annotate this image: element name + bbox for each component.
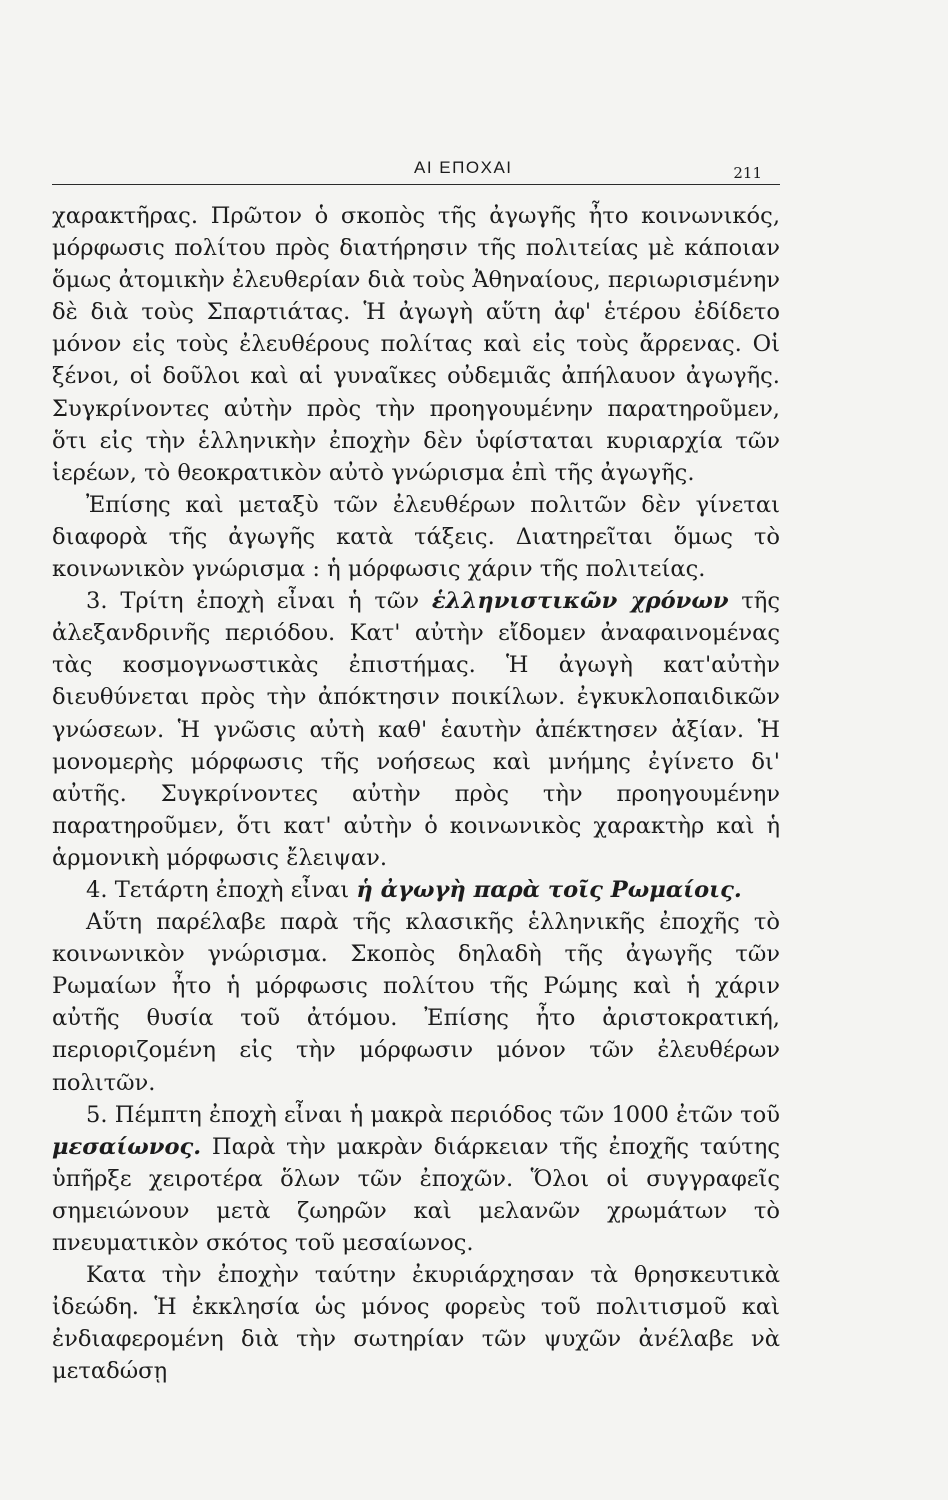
- running-header: [52, 156, 780, 185]
- paragraph-5: Αὕτη παρέλαβε παρὰ τῆς κλασικῆς ἑλληνικῆς ἐποχῆς τὸ κοινωνικὸν γνώρισμα. Σκοπὸς δηλαδὴ τῆς ἀγωγῆς τῶν Ρωμαίων ἦτο ἡ μόρφωσις πολίτου τῆς Ρώμης καὶ ἡ χάριν αὐτῆς θυσία τοῦ ἀτόμου. Ἐπίσης ἦτο ἀριστοκρατική, περιοριζομένη εἰς τὴν μόρφωσιν μόνον τῶν ἐλευθέρων πολιτῶν.: [52, 909, 780, 1096]
- paragraph-3: [52, 585, 780, 874]
- paragraph-4-start: 4. Τετάρτη ἐποχὴ εἶναι: [86, 876, 357, 903]
- body-text: [52, 200, 780, 1387]
- paragraph-3-emphasis: ἑλληνιστικῶν χρόνων: [431, 588, 729, 615]
- page-number: 211: [733, 164, 762, 182]
- paragraph-3-rest: τῆς ἀλεξανδρινῆς περιόδου. Κατ' αὐτὴν εἴδομεν ἀναφαινομένας τὰς κοσμογνωστικὰς ἐπιστήμας. Ἡ ἀγωγὴ κατ'αὐτὴν διευθύνεται πρὸς τὴν ἀπόκτησιν ποικίλων. ἐγκυκλοπαιδικῶν γνώσεων. Ἡ γνῶσις αὐτὴ καθ' ἑαυτὴν ἀπέκτησεν ἀξίαν. Ἡ μονομερὴς μόρφωσις τῆς νοήσεως καὶ μνήμης ἐγίνετο δι' αὐτῆς. Συγκρίνοντες αὐτὴν πρὸς τὴν προηγουμένην παρατηροῦμεν, ὅτι κατ' αὐτὴν ὁ κοινωνικὸς χαρακτὴρ καὶ ἡ ἁρμονικὴ μόρφωσις ἔλειψαν.: [52, 588, 780, 871]
- paragraph-3-start: 3. Τρίτη ἐποχὴ εἶναι ἡ τῶν: [86, 588, 432, 615]
- paragraph-4: [52, 874, 780, 906]
- paragraph-6-emphasis: μεσαίωνος.: [52, 1133, 202, 1160]
- paragraph-2: Ἐπίσης καὶ μεταξὺ τῶν ἐλευθέρων πολιτῶν δὲν γίνεται διαφορὰ τῆς ἀγωγῆς κατὰ τάξεις. Διατηρεῖται ὅμως τὸ κοινωνικὸν γνώρισμα : ἡ μόρφωσις χάριν τῆς πολιτείας.: [52, 491, 780, 583]
- paragraph-6-start: 5. Πέμπτη ἐποχὴ εἶναι ἡ μακρὰ περιόδος τῶν 1000 ἐτῶν τοῦ: [86, 1101, 780, 1128]
- paragraph-4-emphasis: ἡ ἀγωγὴ παρὰ τοῖς Ρωμαίοις.: [356, 876, 742, 903]
- paragraph-7: Κατα τὴν ἐποχὴν ταύτην ἐκυριάρχησαν τὰ θρησκευτικὰ ἰδεώδη. Ἡ ἐκκλησία ὡς μόνος φορεὺς τοῦ πολιτισμοῦ καὶ ἐνδιαφερομένη διὰ τὴν σωτηρίαν τῶν ψυχῶν ἀνέλαβε νὰ μεταδώσῃ: [52, 1262, 780, 1385]
- running-title: ΑΙ ΕΠΟΧΑΙ: [414, 158, 513, 177]
- paragraph-6-rest: Παρὰ τὴν μακρὰν διάρκειαν τῆς ἐποχῆς ταύτης ὑπῆρξε χειροτέρα ὅλων τῶν ἐποχῶν. Ὅλοι οἱ συγγραφεῖς σημειώνουν μετὰ ζωηρῶν καὶ μελανῶν χρωμάτων τὸ πνευματικὸν σκότος τοῦ μεσαίωνος.: [52, 1133, 780, 1256]
- paragraph-6: [52, 1099, 780, 1259]
- paragraph-1: χαρακτῆρας. Πρῶτον ὁ σκοπὸς τῆς ἀγωγῆς ἦτο κοινωνικός, μόρφωσις πολίτου πρὸς διατήρησιν τῆς πολιτείας μὲ κάποιαν ὅμως ἀτομικὴν ἐλευθερίαν διὰ τοὺς Ἀθηναίους, περιωρισμένην δὲ διὰ τοὺς Σπαρτιάτας. Ἡ ἀγωγὴ αὕτη ἀφ' ἑτέρου ἐδίδετο μόνον εἰς τοὺς ἐλευθέρους πολίτας καὶ εἰς τοὺς ἄρρενας. Οἱ ξένοι, οἱ δοῦλοι καὶ αἱ γυναῖκες οὐδεμιᾶς ἀπήλαυον ἀγωγῆς. Συγκρίνοντες αὐτὴν πρὸς τὴν προηγουμένην παρατηροῦμεν, ὅτι εἰς τὴν ἑλληνικὴν ἐποχὴν δὲν ὑφίσταται κυριαρχία τῶν ἱερέων, τὸ θεοκρατικὸν αὐτὸ γνώρισμα ἐπὶ τῆς ἀγωγῆς.: [52, 203, 780, 486]
